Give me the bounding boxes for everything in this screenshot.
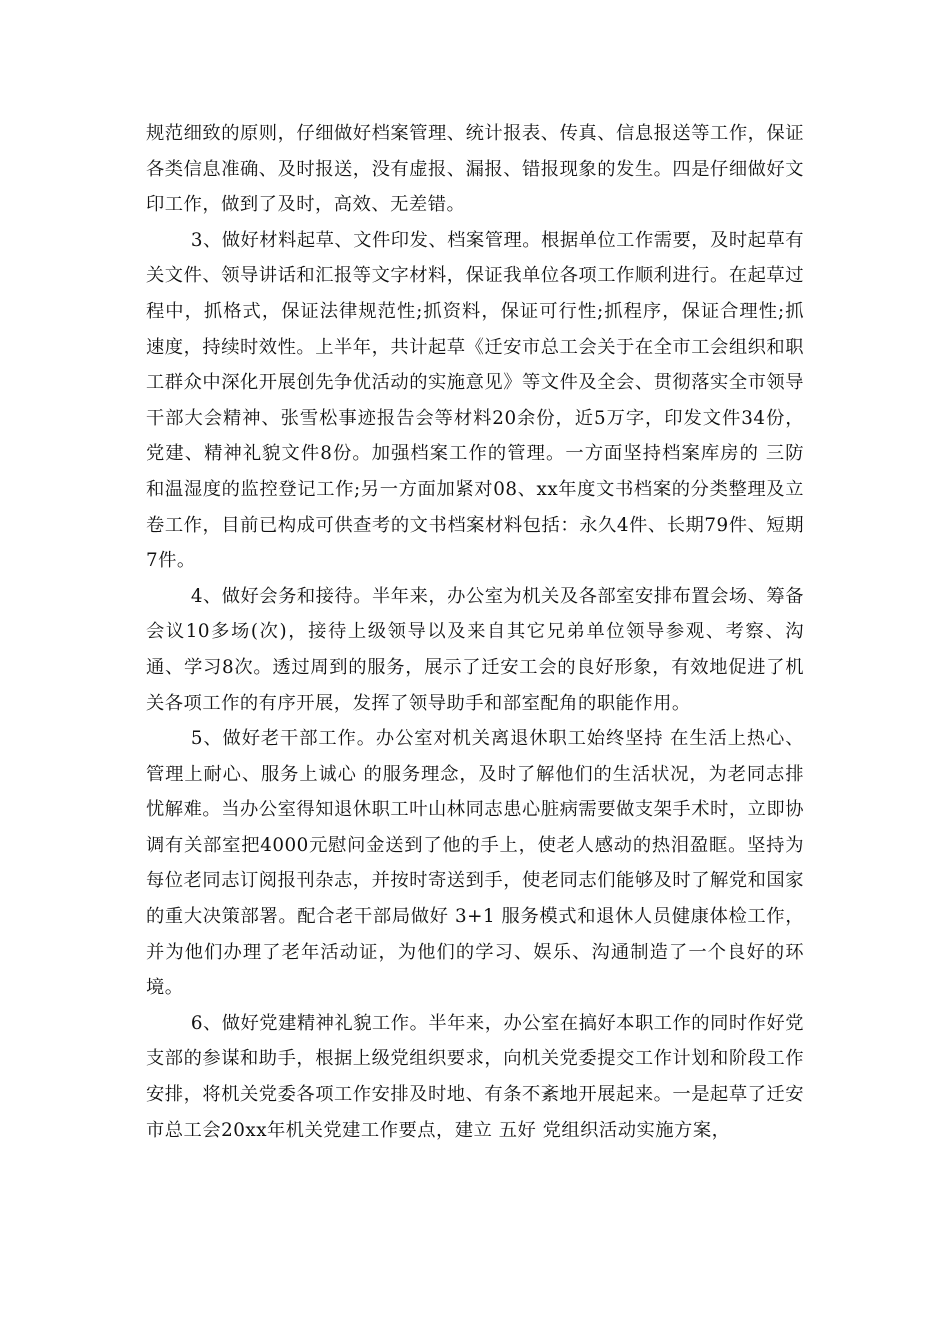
paragraph-retired-cadres: 5、做好老干部工作。办公室对机关离退休职工始终坚持 在生活上热心、管理上耐心、服务上诚心 的服务理念，及时了解他们的生活状况，为老同志排忧解难。当办公室得知退休职工叶山林同志患心脏病需要做支架手术时，立即协调有关部室把4000元慰问金送到了他的手上，使老人感动的热泪盈眶。坚持为每位老同志订阅报刊杂志，并按时寄送到手，使老同志们能够及时了解党和国家的重大决策部署。配合老干部局做好 3+1 服务模式和退休人员健康体检工作，并为他们办理了老年活动证，为他们的学习、娱乐、沟通制造了一个良好的环境。 <box>146 728 804 999</box>
paragraph-continued: 规范细致的原则，仔细做好档案管理、统计报表、传真、信息报送等工作，保证各类信息准确、及时报送，没有虚报、漏报、错报现象的发生。四是仔细做好文印工作，做到了及时，高效、无差错。 <box>146 123 804 216</box>
paragraph-party-building: 6、做好党建精神礼貌工作。半年来，办公室在搞好本职工作的同时作好党支部的参谋和助手，根据上级党组织要求，向机关党委提交工作计划和阶段工作安排，将机关党委各项工作安排及时地、有条不紊地开展起来。一是起草了迁安市总工会20xx年机关党建工作要点，建立 五好 党组织活动实施方案， <box>146 1012 804 1141</box>
paragraph-meetings-reception: 4、做好会务和接待。半年来，办公室为机关及各部室安排布置会场、筹备会议10多场(次)，接待上级领导以及来自其它兄弟单位领导参观、考察、沟通、学习8次。透过周到的服务，展示了迁安工会的良好形象，有效地促进了机关各项工作的有序开展，发挥了领导助手和部室配角的职能作用。 <box>146 585 804 714</box>
document-page <box>146 116 804 1148</box>
paragraph-materials-drafting: 3、做好材料起草、文件印发、档案管理。根据单位工作需要，及时起草有关文件、领导讲话和汇报等文字材料，保证我单位各项工作顺利进行。在起草过程中，抓格式，保证法律规范性;抓资料，保证可行性;抓程序，保证合理性;抓速度，持续时效性。上半年，共计起草《迁安市总工会关于在全市工会组织和职工群众中深化开展创先争优活动的实施意见》等文件及全会、贯彻落实全市领导干部大会精神、张雪松事迹报告会等材料20余份，近5万字，印发文件34份，党建、精神礼貌文件8份。加强档案工作的管理。一方面坚持档案库房的 三防 和温湿度的监控登记工作;另一方面加紧对08、xx年度文书档案的分类整理及立卷工作，目前已构成可供查考的文书档案材料包括：永久4件、长期79件、短期7件。 <box>146 229 804 572</box>
